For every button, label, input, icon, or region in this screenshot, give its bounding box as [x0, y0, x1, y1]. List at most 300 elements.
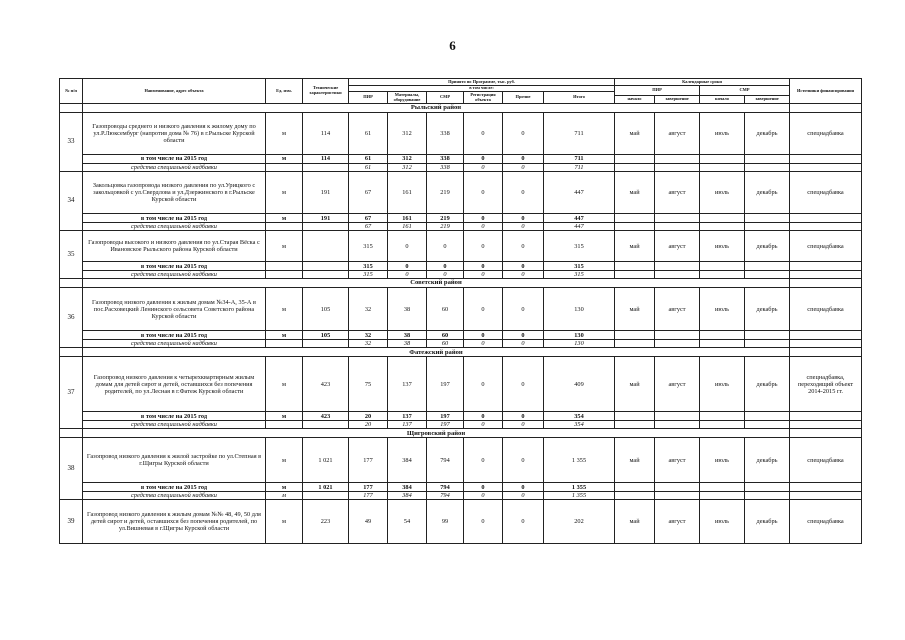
- cell-tech: 1 021: [303, 483, 349, 492]
- cell-tech: [303, 421, 349, 429]
- cell-total: 447: [544, 223, 615, 231]
- object-name: Газопровод низкого давления к жилым домам №№ 48, 49, 50 для детей сирот и детей, оставшихся без попечения родителей, по ул.Вишневая в г.Щигры Курской области: [83, 500, 266, 544]
- cell-pir-start: май: [615, 357, 655, 412]
- table-row: [60, 500, 862, 544]
- cell-smr-start: июль: [700, 288, 745, 331]
- cell-pir: 75: [349, 357, 388, 412]
- cell-empty: [745, 421, 790, 429]
- subtotal-row: [60, 331, 862, 340]
- special-fund-row: [60, 421, 862, 429]
- cell-smr: 197: [427, 357, 464, 412]
- cell-smr: 338: [427, 113, 464, 155]
- cell-empty: [745, 331, 790, 340]
- row-number: 37: [60, 357, 83, 429]
- subtotal-row-label: в том числе на 2015 год: [83, 412, 266, 421]
- cell-registration: 0: [464, 421, 503, 429]
- cell-smr-end: декабрь: [745, 113, 790, 155]
- cell-empty: [790, 412, 862, 421]
- cell-registration: 0: [464, 262, 503, 271]
- cell-source: спецнадбавка: [790, 231, 862, 262]
- cell-materials: 54: [388, 500, 427, 544]
- cell-registration: 0: [464, 231, 503, 262]
- cell-empty: [700, 262, 745, 271]
- cell-empty: [655, 262, 700, 271]
- cell-pir: 67: [349, 172, 388, 214]
- cell-total: 202: [544, 500, 615, 544]
- cell-empty: [790, 421, 862, 429]
- cell-materials: 312: [388, 155, 427, 164]
- cell-smr-end: декабрь: [745, 438, 790, 483]
- cell-unit: м: [266, 483, 303, 492]
- cell-other: 0: [503, 331, 544, 340]
- cell-tech: [303, 262, 349, 271]
- cell-other: 0: [503, 262, 544, 271]
- header-smr: СМР: [427, 92, 464, 104]
- row-spacer: [60, 104, 83, 113]
- cell-pir: 177: [349, 438, 388, 483]
- cell-empty: [700, 155, 745, 164]
- cell-empty: [790, 492, 862, 500]
- cell-smr: 197: [427, 421, 464, 429]
- cell-total: 711: [544, 113, 615, 155]
- cell-other: 0: [503, 421, 544, 429]
- cell-unit: м: [266, 357, 303, 412]
- cell-pir: 67: [349, 223, 388, 231]
- cell-empty: [790, 214, 862, 223]
- cell-smr-start: июль: [700, 438, 745, 483]
- cell-registration: 0: [464, 223, 503, 231]
- cell-total: 409: [544, 357, 615, 412]
- table-row: [60, 357, 862, 412]
- cell-empty: [615, 412, 655, 421]
- cell-smr: 219: [427, 172, 464, 214]
- cell-other: 0: [503, 288, 544, 331]
- cell-pir: 315: [349, 231, 388, 262]
- cell-pir: 61: [349, 155, 388, 164]
- cell-total: 130: [544, 331, 615, 340]
- cell-unit: м: [266, 155, 303, 164]
- cell-unit: м: [266, 492, 303, 500]
- cell-tech: 1 021: [303, 438, 349, 483]
- cell-smr-end: декабрь: [745, 172, 790, 214]
- cell-tech: [303, 223, 349, 231]
- row-spacer: [60, 429, 83, 438]
- cell-pir-end: август: [655, 438, 700, 483]
- district-name: Рыльский район: [83, 104, 790, 113]
- object-name: Газопровод низкого давления к жилой застройке по ул.Степная в г.Щигры Курской области: [83, 438, 266, 483]
- special-fund-row: [60, 492, 862, 500]
- cell-total: 711: [544, 155, 615, 164]
- cell-unit: [266, 223, 303, 231]
- cell-total: 447: [544, 172, 615, 214]
- cell-empty: [655, 331, 700, 340]
- object-name: Газопровод низкого давления к четырехквартирным жилым домам для детей сирот и детей, оставшихся без попечения родителей, по ул.Лесная в г.Фатеж Курской области: [83, 357, 266, 412]
- cell-tech: 423: [303, 357, 349, 412]
- page-number: 6: [449, 38, 456, 53]
- cell-other: 0: [503, 164, 544, 172]
- cell-total: 315: [544, 231, 615, 262]
- special-fund-row: [60, 340, 862, 348]
- subtotal-row-label: в том числе на 2015 год: [83, 483, 266, 492]
- cell-pir-start: май: [615, 288, 655, 331]
- cell-source: спецнадбавка: [790, 288, 862, 331]
- cell-smr: 0: [427, 231, 464, 262]
- cell-tech: 191: [303, 214, 349, 223]
- cell-pir-start: май: [615, 113, 655, 155]
- cell-other: 0: [503, 500, 544, 544]
- cell-unit: м: [266, 172, 303, 214]
- cell-materials: 38: [388, 331, 427, 340]
- cell-empty: [700, 412, 745, 421]
- cell-other: 0: [503, 172, 544, 214]
- subtotal-row-label: в том числе на 2015 год: [83, 155, 266, 164]
- cell-empty: [615, 492, 655, 500]
- header-other: Прочие: [503, 92, 544, 104]
- cell-empty: [700, 214, 745, 223]
- header-tech: Технические характеристики: [303, 79, 349, 104]
- cell-empty: [655, 412, 700, 421]
- cell-pir: 61: [349, 164, 388, 172]
- cell-materials: 137: [388, 412, 427, 421]
- cell-registration: 0: [464, 357, 503, 412]
- special-fund-row-label: средства специальной надбавки: [83, 223, 266, 231]
- cell-pir: 61: [349, 113, 388, 155]
- cell-materials: 38: [388, 288, 427, 331]
- cell-smr-start: июль: [700, 231, 745, 262]
- cell-unit: [266, 271, 303, 279]
- cell-empty: [790, 483, 862, 492]
- cell-other: 0: [503, 223, 544, 231]
- cell-materials: 0: [388, 262, 427, 271]
- cell-empty: [615, 340, 655, 348]
- cell-registration: 0: [464, 214, 503, 223]
- cell-materials: 312: [388, 164, 427, 172]
- subtotal-row: [60, 262, 862, 271]
- header-program: Принято по Программе, тыс. руб.: [349, 79, 615, 86]
- district-row: [60, 429, 862, 438]
- cell-empty: [745, 155, 790, 164]
- row-spacer: [790, 279, 862, 288]
- header-cal-smr: СМР: [700, 86, 790, 96]
- cell-tech: [303, 164, 349, 172]
- row-spacer: [790, 104, 862, 113]
- header-pir-start: начало: [615, 96, 655, 104]
- cell-empty: [615, 223, 655, 231]
- cell-pir-end: август: [655, 113, 700, 155]
- cell-pir-start: май: [615, 172, 655, 214]
- cell-empty: [615, 331, 655, 340]
- cell-empty: [700, 164, 745, 172]
- cell-total: 315: [544, 271, 615, 279]
- cell-smr: 60: [427, 340, 464, 348]
- cell-empty: [615, 483, 655, 492]
- object-name: Газопроводы среднего и низкого давления к жилому дому по ул.Р.Люксембург (напротив дома № 76) в г.Рыльске Курской области: [83, 113, 266, 155]
- header-registration: Регистрация объекта: [464, 92, 503, 104]
- cell-materials: 0: [388, 271, 427, 279]
- table-row: [60, 231, 862, 262]
- cell-smr-start: июль: [700, 113, 745, 155]
- special-fund-row: [60, 223, 862, 231]
- cell-other: 0: [503, 271, 544, 279]
- district-row: [60, 104, 862, 113]
- cell-other: 0: [503, 155, 544, 164]
- header-name: Наименование, адрес объекта: [83, 79, 266, 104]
- header-calendar: Календарные сроки: [615, 79, 790, 86]
- cell-registration: 0: [464, 164, 503, 172]
- cell-smr: 60: [427, 288, 464, 331]
- cell-other: 0: [503, 492, 544, 500]
- cell-other: 0: [503, 113, 544, 155]
- cell-empty: [615, 421, 655, 429]
- cell-source: спецнадбавка: [790, 172, 862, 214]
- cell-total: 130: [544, 288, 615, 331]
- object-name: Газопровод низкого давления к жилым домам №34-А, 35-А в пос.Расховецкий Ленинского сельсовета Советского района Курской области: [83, 288, 266, 331]
- header-pir: ПИР: [349, 92, 388, 104]
- cell-unit: [266, 340, 303, 348]
- cell-unit: м: [266, 113, 303, 155]
- cell-other: 0: [503, 438, 544, 483]
- cell-smr: 60: [427, 331, 464, 340]
- cell-total: 315: [544, 262, 615, 271]
- cell-unit: м: [266, 412, 303, 421]
- cell-empty: [790, 331, 862, 340]
- cell-smr: 338: [427, 155, 464, 164]
- cell-empty: [790, 262, 862, 271]
- cell-pir-end: август: [655, 231, 700, 262]
- cell-empty: [655, 155, 700, 164]
- cell-pir: 20: [349, 412, 388, 421]
- cell-total: 354: [544, 421, 615, 429]
- cell-tech: 223: [303, 500, 349, 544]
- cell-materials: 38: [388, 340, 427, 348]
- cell-registration: 0: [464, 340, 503, 348]
- table-row: [60, 172, 862, 214]
- cell-pir-end: август: [655, 500, 700, 544]
- cell-materials: 161: [388, 214, 427, 223]
- cell-tech: 114: [303, 155, 349, 164]
- cell-tech: 105: [303, 331, 349, 340]
- cell-total: 1 355: [544, 438, 615, 483]
- cell-registration: 0: [464, 438, 503, 483]
- cell-materials: 312: [388, 113, 427, 155]
- cell-smr: 794: [427, 492, 464, 500]
- cell-empty: [745, 412, 790, 421]
- subtotal-row: [60, 214, 862, 223]
- cell-source: спецнадбавка, переходящий объект 2014-2015 гг.: [790, 357, 862, 412]
- cell-smr: 0: [427, 271, 464, 279]
- cell-total: 354: [544, 412, 615, 421]
- cell-smr-end: декабрь: [745, 500, 790, 544]
- cell-empty: [615, 214, 655, 223]
- cell-pir-end: август: [655, 357, 700, 412]
- cell-other: 0: [503, 412, 544, 421]
- row-number: 34: [60, 172, 83, 231]
- object-name: Закольцовка газопровода низкого давления по ул.Урицкого с закольцовкой с ул.Свердлова и ул.Дзержинского в г.Рыльске Курской области: [83, 172, 266, 214]
- subtotal-row: [60, 483, 862, 492]
- cell-pir-start: май: [615, 231, 655, 262]
- subtotal-row: [60, 412, 862, 421]
- cell-materials: 137: [388, 357, 427, 412]
- district-name: Щигровский район: [83, 429, 790, 438]
- special-fund-row-label: средства специальной надбавки: [83, 340, 266, 348]
- special-fund-row-label: средства специальной надбавки: [83, 271, 266, 279]
- cell-smr-end: декабрь: [745, 231, 790, 262]
- cell-source: спецнадбавка: [790, 113, 862, 155]
- cell-empty: [790, 164, 862, 172]
- cell-smr-start: июль: [700, 172, 745, 214]
- header-materials: Материалы, оборудование: [388, 92, 427, 104]
- cell-registration: 0: [464, 331, 503, 340]
- cell-empty: [655, 164, 700, 172]
- cell-registration: 0: [464, 113, 503, 155]
- cell-smr-end: декабрь: [745, 357, 790, 412]
- cell-unit: м: [266, 438, 303, 483]
- cell-empty: [655, 340, 700, 348]
- table-row: [60, 113, 862, 155]
- header-unit: Ед. изм.: [266, 79, 303, 104]
- cell-pir: 49: [349, 500, 388, 544]
- cell-materials: 137: [388, 421, 427, 429]
- cell-empty: [790, 155, 862, 164]
- cell-registration: 0: [464, 492, 503, 500]
- cell-total: 447: [544, 214, 615, 223]
- cell-total: 1 355: [544, 492, 615, 500]
- cell-registration: 0: [464, 500, 503, 544]
- cell-empty: [700, 223, 745, 231]
- cell-empty: [790, 271, 862, 279]
- cell-empty: [615, 262, 655, 271]
- special-fund-row-label: средства специальной надбавки: [83, 164, 266, 172]
- cell-empty: [700, 271, 745, 279]
- special-fund-row-label: средства специальной надбавки: [83, 492, 266, 500]
- cell-other: 0: [503, 357, 544, 412]
- row-spacer: [60, 279, 83, 288]
- cell-empty: [700, 340, 745, 348]
- cell-unit: м: [266, 231, 303, 262]
- cell-empty: [700, 331, 745, 340]
- cell-other: 0: [503, 214, 544, 223]
- cell-smr: 794: [427, 438, 464, 483]
- subtotal-row: [60, 155, 862, 164]
- cell-tech: 423: [303, 412, 349, 421]
- header-source: Источники финансирования: [790, 79, 862, 104]
- cell-total: 130: [544, 340, 615, 348]
- cell-smr: 338: [427, 164, 464, 172]
- cell-registration: 0: [464, 288, 503, 331]
- special-fund-row: [60, 271, 862, 279]
- cell-other: 0: [503, 340, 544, 348]
- header-total: Итого: [544, 92, 615, 104]
- row-number: 39: [60, 500, 83, 544]
- district-row: [60, 279, 862, 288]
- row-spacer: [790, 429, 862, 438]
- cell-pir: 20: [349, 421, 388, 429]
- cell-empty: [745, 262, 790, 271]
- special-fund-row-label: средства специальной надбавки: [83, 421, 266, 429]
- cell-registration: 0: [464, 483, 503, 492]
- cell-empty: [745, 271, 790, 279]
- cell-pir-start: май: [615, 500, 655, 544]
- object-name: Газопроводы высокого и низкого давления по ул.Старая Вёска с Ивановское Рыльского района Курской области: [83, 231, 266, 262]
- cell-registration: 0: [464, 412, 503, 421]
- table-body: [60, 104, 862, 544]
- subtotal-row-label: в том числе на 2015 год: [83, 214, 266, 223]
- cell-registration: 0: [464, 271, 503, 279]
- cell-pir-start: май: [615, 438, 655, 483]
- district-row: [60, 348, 862, 357]
- cell-unit: [266, 421, 303, 429]
- cell-registration: 0: [464, 172, 503, 214]
- row-number: 33: [60, 113, 83, 172]
- cell-smr: 219: [427, 223, 464, 231]
- row-spacer: [790, 348, 862, 357]
- cell-tech: 191: [303, 172, 349, 214]
- cell-empty: [790, 340, 862, 348]
- cell-empty: [655, 421, 700, 429]
- cell-materials: 161: [388, 223, 427, 231]
- cell-unit: м: [266, 331, 303, 340]
- header-cal-pir: ПИР: [615, 86, 700, 96]
- row-number: 35: [60, 231, 83, 279]
- cell-smr: 197: [427, 412, 464, 421]
- subtotal-row-label: в том числе на 2015 год: [83, 262, 266, 271]
- cell-empty: [745, 164, 790, 172]
- cell-smr: 794: [427, 483, 464, 492]
- cell-empty: [745, 483, 790, 492]
- header-pir-end: завершение: [655, 96, 700, 104]
- district-name: Фатежский район: [83, 348, 790, 357]
- cell-tech: [303, 340, 349, 348]
- cell-materials: 384: [388, 438, 427, 483]
- header-smr-end: завершение: [745, 96, 790, 104]
- cell-smr: 0: [427, 262, 464, 271]
- cell-tech: [303, 492, 349, 500]
- cell-tech: 114: [303, 113, 349, 155]
- cell-other: 0: [503, 483, 544, 492]
- cell-empty: [745, 223, 790, 231]
- cell-pir-end: август: [655, 172, 700, 214]
- cell-pir: 177: [349, 492, 388, 500]
- cell-unit: [266, 262, 303, 271]
- cell-unit: [266, 164, 303, 172]
- cell-empty: [655, 271, 700, 279]
- cell-empty: [615, 155, 655, 164]
- cell-total: 1 355: [544, 483, 615, 492]
- cell-pir-end: август: [655, 288, 700, 331]
- cell-empty: [655, 214, 700, 223]
- cell-total: 711: [544, 164, 615, 172]
- cell-empty: [745, 340, 790, 348]
- cell-unit: м: [266, 214, 303, 223]
- cell-tech: [303, 231, 349, 262]
- cell-tech: [303, 271, 349, 279]
- cell-empty: [745, 492, 790, 500]
- row-number: 38: [60, 438, 83, 500]
- program-table: [59, 78, 862, 544]
- cell-empty: [655, 492, 700, 500]
- cell-empty: [700, 421, 745, 429]
- cell-smr-start: июль: [700, 500, 745, 544]
- cell-other: 0: [503, 231, 544, 262]
- cell-pir: 32: [349, 340, 388, 348]
- special-fund-row: [60, 164, 862, 172]
- cell-empty: [615, 271, 655, 279]
- cell-tech: 105: [303, 288, 349, 331]
- cell-smr: 219: [427, 214, 464, 223]
- cell-pir: 32: [349, 331, 388, 340]
- cell-materials: 384: [388, 492, 427, 500]
- cell-empty: [745, 214, 790, 223]
